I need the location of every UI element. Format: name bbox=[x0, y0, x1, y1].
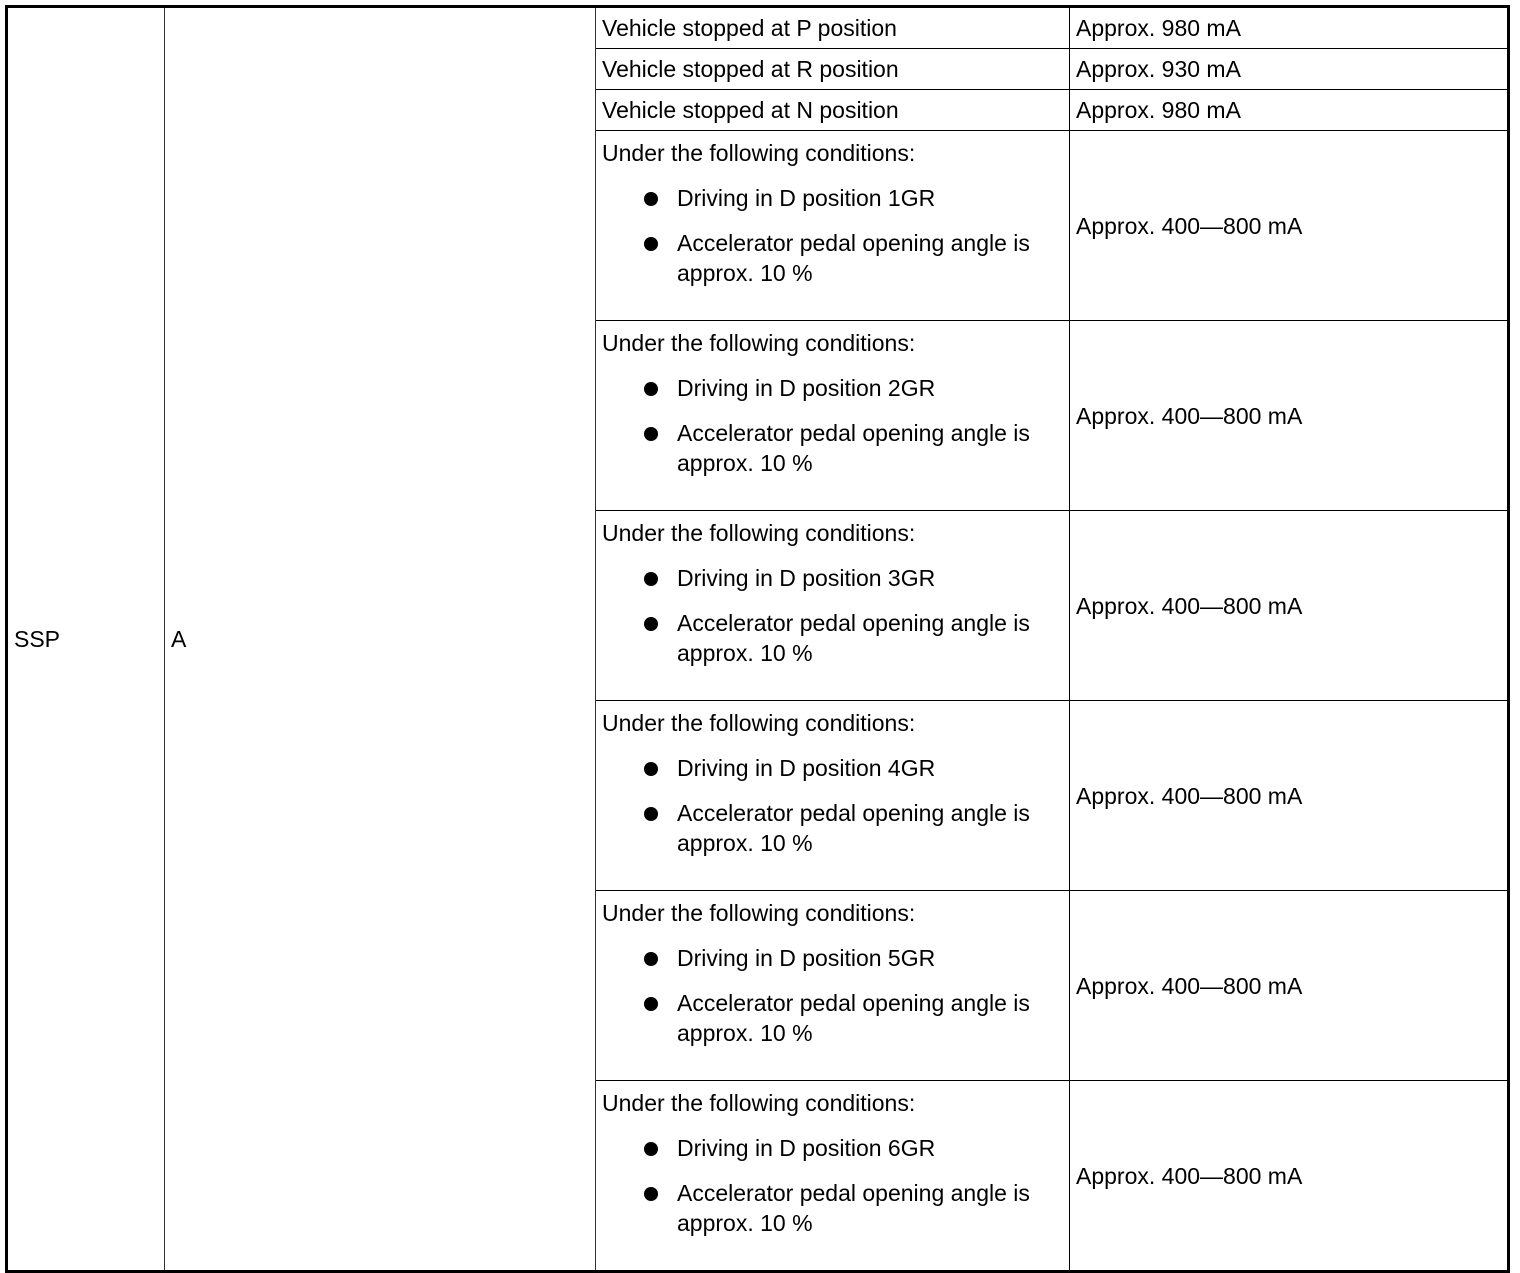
bullet-icon bbox=[644, 952, 658, 966]
list-item bbox=[602, 228, 1063, 288]
condition-list bbox=[602, 1133, 1063, 1238]
condition-list bbox=[602, 943, 1063, 1048]
list-item bbox=[602, 798, 1063, 858]
condition-cell bbox=[596, 891, 1070, 1081]
list-item bbox=[602, 608, 1063, 668]
list-item bbox=[602, 753, 1063, 783]
value-text: Approx. 400—800 mA bbox=[1076, 1162, 1303, 1189]
value-cell bbox=[1070, 321, 1509, 511]
bullet-icon bbox=[644, 572, 658, 586]
value-cell bbox=[1070, 1081, 1509, 1272]
value-text: Approx. 400—800 mA bbox=[1076, 212, 1303, 239]
condition-item-text: Accelerator pedal opening angle is approx. 10 % bbox=[677, 230, 1030, 286]
bullet-icon bbox=[644, 762, 658, 776]
condition-label: Under the following conditions: bbox=[602, 330, 916, 356]
spec-table bbox=[5, 5, 1510, 1273]
value-cell bbox=[1070, 49, 1509, 90]
value-cell bbox=[1070, 90, 1509, 131]
value-cell bbox=[1070, 891, 1509, 1081]
condition-cell bbox=[596, 49, 1070, 90]
condition-list bbox=[602, 563, 1063, 668]
list-item bbox=[602, 418, 1063, 478]
condition-list bbox=[602, 753, 1063, 858]
value-text: Approx. 980 mA bbox=[1076, 97, 1241, 123]
value-text: Approx. 930 mA bbox=[1076, 56, 1241, 82]
condition-cell bbox=[596, 131, 1070, 321]
table-row bbox=[7, 7, 1509, 49]
list-item bbox=[602, 183, 1063, 213]
list-item bbox=[602, 1133, 1063, 1163]
bullet-icon bbox=[644, 617, 658, 631]
list-item bbox=[602, 373, 1063, 403]
value-text: Approx. 400—800 mA bbox=[1076, 782, 1303, 809]
value-text: Approx. 400—800 mA bbox=[1076, 402, 1303, 429]
condition-label: Under the following conditions: bbox=[602, 520, 916, 546]
condition-item-text: Driving in D position 1GR bbox=[677, 185, 936, 211]
value-cell bbox=[1070, 131, 1509, 321]
bullet-icon bbox=[644, 382, 658, 396]
condition-item-text: Driving in D position 4GR bbox=[677, 755, 936, 781]
condition-cell bbox=[596, 701, 1070, 891]
condition-label: Under the following conditions: bbox=[602, 1090, 916, 1116]
condition-cell bbox=[596, 321, 1070, 511]
condition-text: Vehicle stopped at P position bbox=[602, 15, 897, 41]
list-item bbox=[602, 563, 1063, 593]
condition-item-text: Accelerator pedal opening angle is approx. 10 % bbox=[677, 800, 1030, 856]
terminal-cell bbox=[7, 7, 165, 1272]
value-text: Approx. 980 mA bbox=[1076, 15, 1241, 41]
value-cell bbox=[1070, 701, 1509, 891]
bullet-icon bbox=[644, 997, 658, 1011]
bullet-icon bbox=[644, 1142, 658, 1156]
condition-item-text: Accelerator pedal opening angle is approx. 10 % bbox=[677, 420, 1030, 476]
condition-item-text: Driving in D position 2GR bbox=[677, 375, 936, 401]
bullet-icon bbox=[644, 192, 658, 206]
condition-item-text: Driving in D position 3GR bbox=[677, 565, 936, 591]
condition-cell bbox=[596, 7, 1070, 49]
condition-item-text: Driving in D position 5GR bbox=[677, 945, 936, 971]
condition-cell bbox=[596, 511, 1070, 701]
list-item bbox=[602, 943, 1063, 973]
condition-item-text: Accelerator pedal opening angle is approx. 10 % bbox=[677, 610, 1030, 666]
condition-label: Under the following conditions: bbox=[602, 140, 916, 166]
value-text: Approx. 400—800 mA bbox=[1076, 592, 1303, 619]
condition-cell bbox=[596, 90, 1070, 131]
condition-label: Under the following conditions: bbox=[602, 710, 916, 736]
bullet-icon bbox=[644, 1187, 658, 1201]
terminal-name: SSP bbox=[14, 626, 61, 652]
condition-list bbox=[602, 183, 1063, 288]
condition-item-text: Driving in D position 6GR bbox=[677, 1135, 936, 1161]
condition-item-text: Accelerator pedal opening angle is approx. 10 % bbox=[677, 990, 1030, 1046]
condition-text: Vehicle stopped at N position bbox=[602, 97, 899, 123]
bullet-icon bbox=[644, 427, 658, 441]
reference-cell bbox=[165, 7, 596, 1272]
value-text: Approx. 400—800 mA bbox=[1076, 972, 1303, 999]
list-item bbox=[602, 988, 1063, 1048]
reference-value: A bbox=[171, 626, 187, 652]
value-cell bbox=[1070, 7, 1509, 49]
list-item bbox=[602, 1178, 1063, 1238]
condition-label: Under the following conditions: bbox=[602, 900, 916, 926]
condition-list bbox=[602, 373, 1063, 478]
bullet-icon bbox=[644, 807, 658, 821]
bullet-icon bbox=[644, 237, 658, 251]
condition-item-text: Accelerator pedal opening angle is approx. 10 % bbox=[677, 1180, 1030, 1236]
condition-cell bbox=[596, 1081, 1070, 1272]
value-cell bbox=[1070, 511, 1509, 701]
condition-text: Vehicle stopped at R position bbox=[602, 56, 899, 82]
